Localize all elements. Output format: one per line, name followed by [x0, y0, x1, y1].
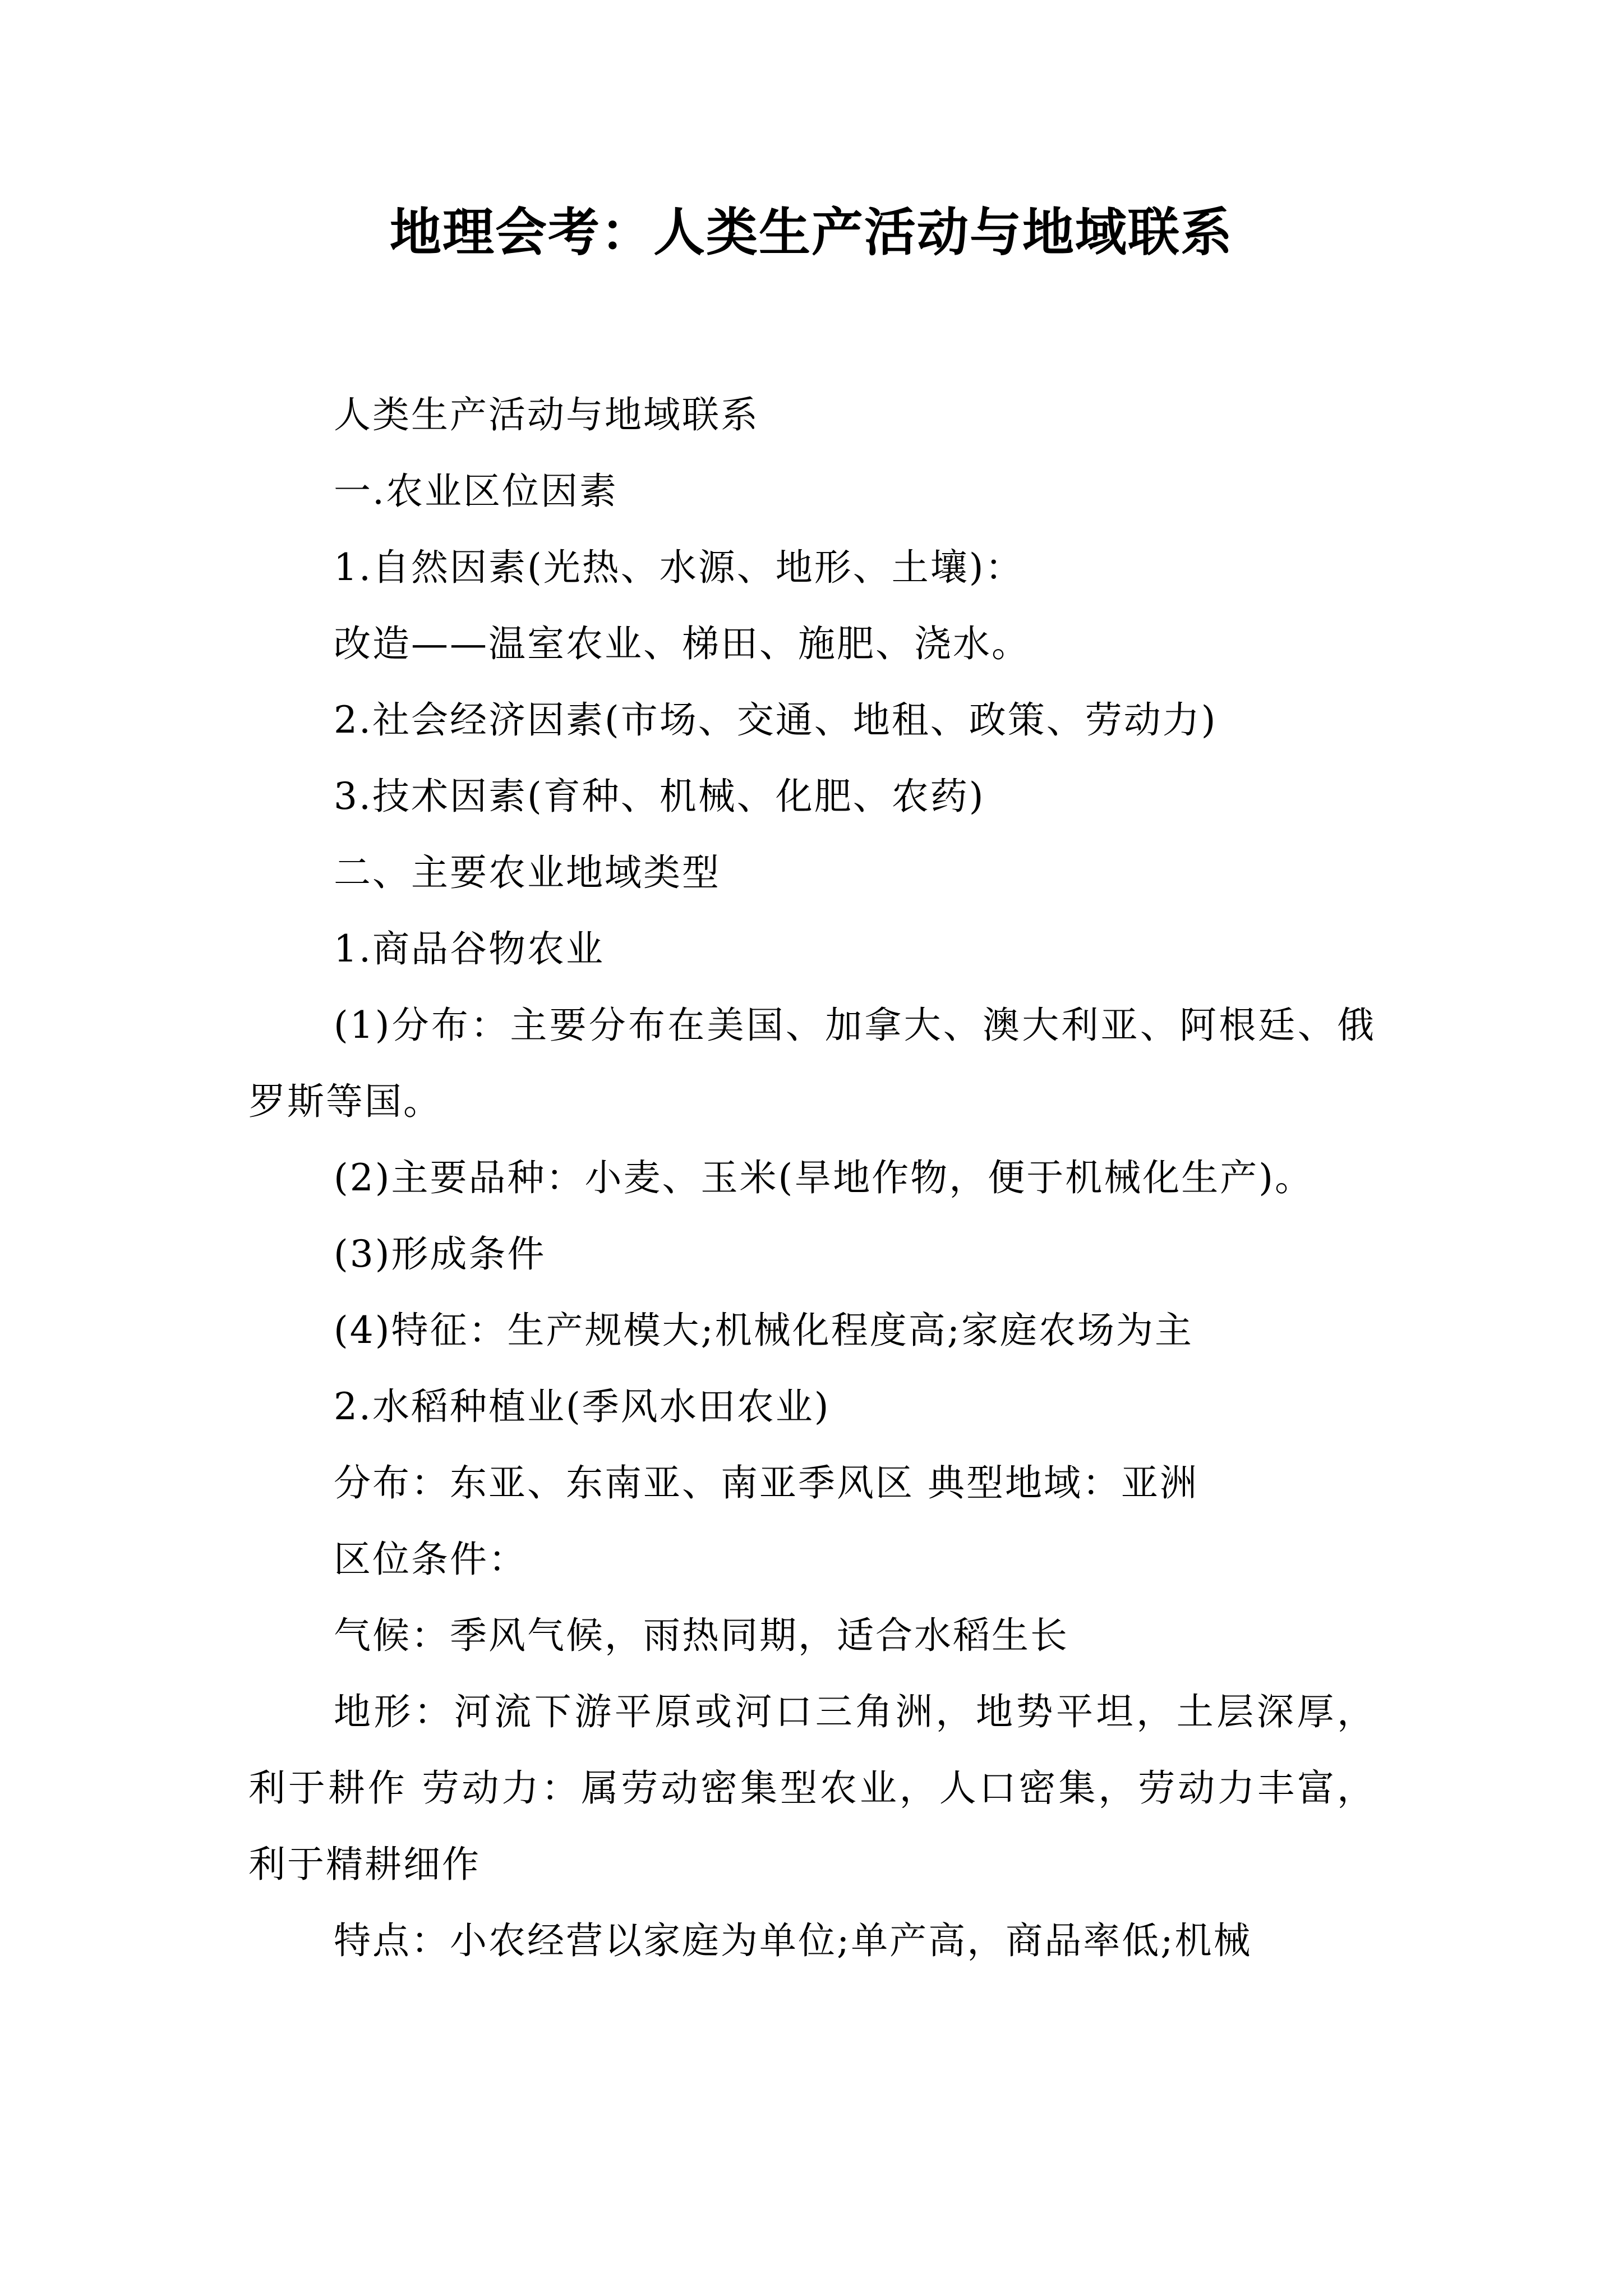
paragraph-commercial-grain: 1.商品谷物农业 — [334, 927, 605, 970]
paragraph-characteristics: 特点：小农经营以家庭为单位;单产高，商品率低;机械 — [334, 1919, 1252, 1962]
paragraph-main-varieties: (2)主要品种：小麦、玉米(旱地作物，便于机械化生产)。 — [334, 1156, 1313, 1199]
paragraph-formation-conditions: (3)形成条件 — [334, 1232, 546, 1276]
paragraph-natural-factors: 1.自然因素(光热、水源、地形、土壤)： — [334, 546, 1024, 589]
document-title: 地理会考：人类生产活动与地域联系 — [389, 203, 1233, 263]
paragraph-location-conditions: 区位条件： — [334, 1538, 527, 1581]
paragraph-features: (4)特征：生产规模大;机械化程度高;家庭农场为主 — [334, 1309, 1193, 1352]
document-body — [248, 377, 1376, 1979]
paragraph-technical-factors: 3.技术因素(育种、机械、化肥、农药) — [334, 775, 985, 818]
paragraph-distribution: (1)分布：主要分布在美国、加拿大、澳大利亚、阿根廷、俄罗斯等国。 — [248, 1004, 1376, 1123]
paragraph-terrain-labor: 地形：河流下游平原或河口三角洲，地势平坦，土层深厚，利于耕作 劳动力：属劳动密集型农业，人口密集，劳动力丰富，利于精耕细作 — [248, 1690, 1376, 1886]
paragraph-transformation: 改造——温室农业、梯田、施肥、浇水。 — [334, 622, 1030, 665]
paragraph-rice-farming: 2.水稻种植业(季风水田农业) — [334, 1385, 831, 1428]
paragraph-section-2: 二、主要农业地域类型 — [334, 851, 721, 894]
paragraph-climate: 气候：季风气候，雨热同期，适合水稻生长 — [334, 1614, 1069, 1657]
paragraph-section-1: 一.农业区位因素 — [334, 470, 618, 513]
paragraph-heading: 人类生产活动与地域联系 — [334, 393, 759, 436]
paragraph-socioeconomic-factors: 2.社会经济因素(市场、交通、地租、政策、劳动力) — [334, 698, 1218, 742]
paragraph-rice-distribution: 分布：东亚、东南亚、南亚季风区 典型地域：亚洲 — [334, 1461, 1198, 1504]
